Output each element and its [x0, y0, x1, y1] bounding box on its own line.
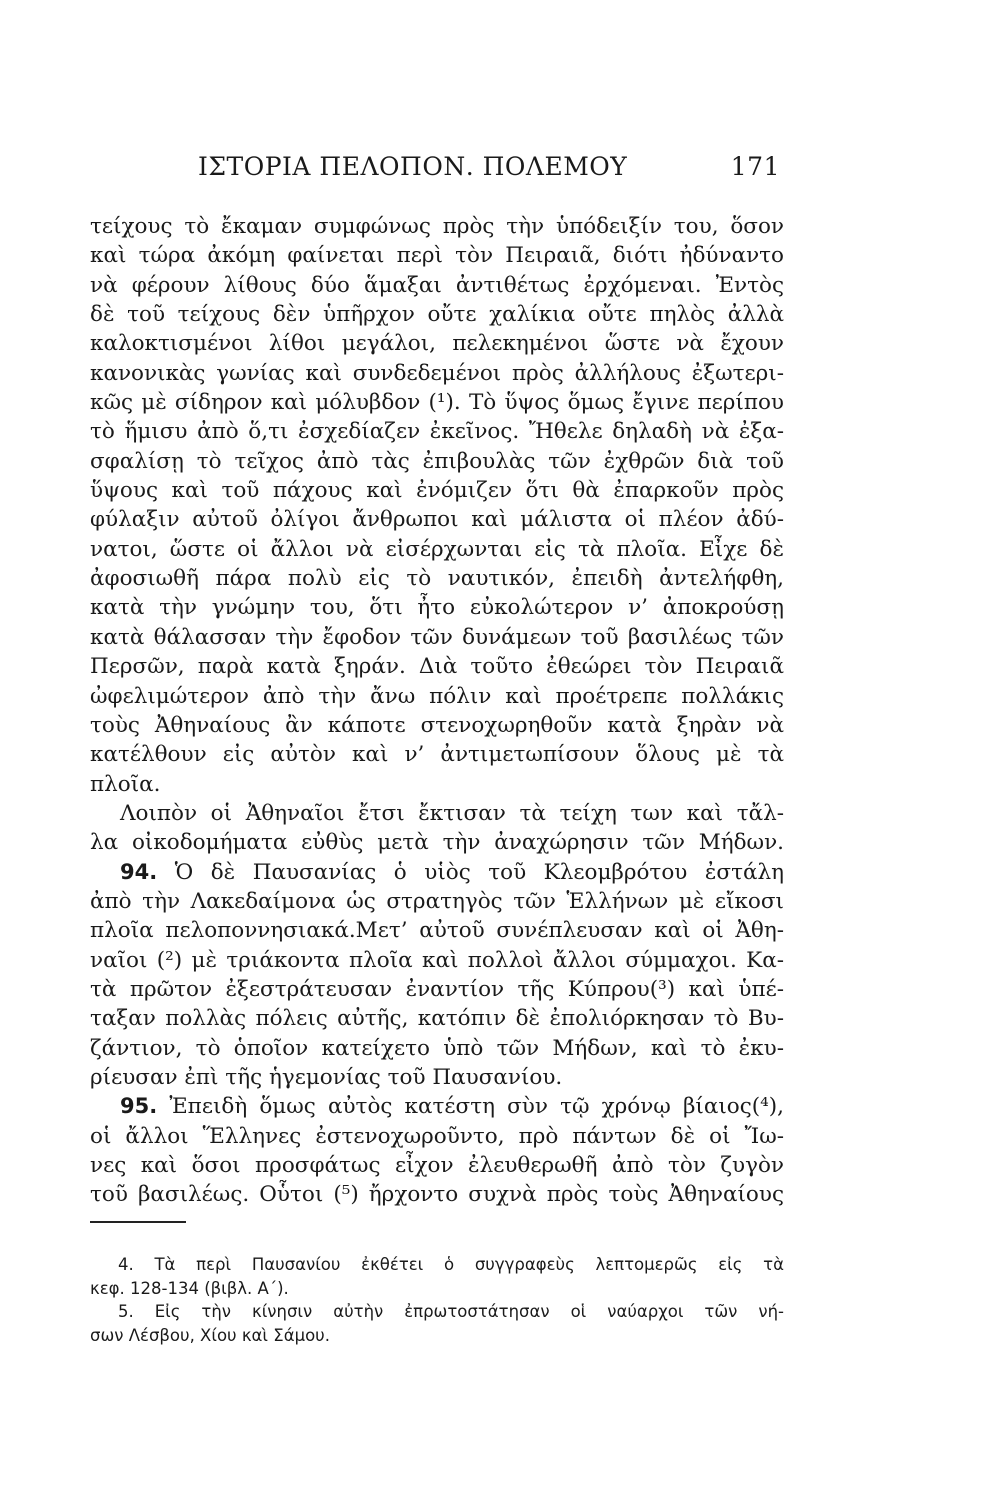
footnote-line: σων Λέσβου, Χίου καὶ Σάμου. — [90, 1325, 330, 1345]
text-line: πλοῖα. — [90, 771, 161, 797]
text-line: κατέλθουν εἰς αὐτὸν καὶ ν’ ἀντιμετωπίσουν ὅλους μὲ τὰ — [90, 742, 784, 768]
text-line: Περσῶν, παρὰ κατὰ ξηράν. Διὰ τοῦτο ἐθεώρει τὸν Πειραιᾶ — [90, 654, 784, 680]
text-line: κατὰ θάλασσαν τὴν ἔφοδον τῶν δυνάμεων τοῦ βασιλέως τῶν — [90, 624, 784, 650]
section-number-94: 94. — [120, 859, 158, 884]
paragraph-start: Λοιπὸν οἱ Ἀθηναῖοι ἔτσι ἔκτισαν τὰ τείχη των καὶ τἄλ- — [120, 800, 784, 826]
text-line: ταξαν πολλὰς πόλεις αὐτῆς, κατόπιν δὲ ἐπολιόρκησαν τὸ Βυ- — [90, 1006, 784, 1032]
text-line: τοὺς Ἀθηναίους ἂν κάποτε στενοχωρηθοῦν κατὰ ξηρὰν νὰ — [90, 712, 784, 738]
text-line: ὠφελιμώτερον ἀπὸ τὴν ἄνω πόλιν καὶ προέτρεπε πολλάκις — [90, 683, 784, 709]
section-number-95: 95. — [120, 1094, 158, 1119]
text-line: λα οἰκοδομήματα εὐθὺς μετὰ τὴν ἀναχώρησιν τῶν Μήδων. — [90, 830, 784, 856]
page-number: 171 — [730, 152, 780, 181]
footnote-line: 5. Εἰς τὴν κίνησιν αὐτὴν ἐπρωτοστάτησαν οἱ ναύαρχοι τῶν νή- — [118, 1302, 784, 1321]
text-line: οἱ ἄλλοι Ἕλληνες ἐστενοχωροῦντο, πρὸ πάντων δὲ οἱ Ἴω- — [90, 1123, 784, 1149]
footnote-line: 4. Τὰ περὶ Παυσανίου ἐκθέτει ὁ συγγραφεὺς λεπτομερῶς εἰς τὰ — [118, 1255, 784, 1274]
text-line: Ἐπειδὴ ὅμως αὐτὸς κατέστη σὺν τῷ χρόνῳ βίαιος(⁴), — [169, 1094, 784, 1120]
text-line: τοῦ βασιλέως. Οὗτοι (⁵) ἤρχοντο συχνὰ πρὸς τοὺς Ἀθηναίους — [90, 1182, 784, 1208]
text-line: νατοι, ὥστε οἱ ἄλλοι νὰ εἰσέρχωνται εἰς τὰ πλοῖα. Εἶχε δὲ — [90, 536, 784, 562]
running-title: ΙΣΤΟΡΙΑ ΠΕΛΟΠΟΝ. ΠΟΛΕΜΟΥ — [198, 152, 628, 181]
text-line: τείχους τὸ ἔκαμαν συμφώνως πρὸς τὴν ὑπόδειξίν του, ὅσον — [90, 214, 784, 239]
text-line: κατὰ τὴν γνώμην του, ὅτι ἦτο εὐκολώτερον ν’ ἀποκρούσῃ — [90, 595, 784, 621]
text-line: ἀπὸ τὴν Λακεδαίμονα ὡς στρατηγὸς τῶν Ἑλλήνων μὲ εἴκοσι — [90, 888, 784, 914]
text-line: κῶς μὲ σίδηρον καὶ μόλυβδον (¹). Τὸ ὕψος ὅμως ἔγινε περίπου — [90, 390, 784, 416]
text-line: τὸ ἥμισυ ἀπὸ ὅ,τι ἐσχεδίαζεν ἐκεῖνος. Ἤθελε δηλαδὴ νὰ ἐξα- — [90, 419, 784, 445]
text-line: δὲ τοῦ τείχους δὲν ὑπῆρχον οὔτε χαλίκια οὔτε πηλὸς ἀλλὰ — [90, 302, 784, 328]
text-line: τὰ πρῶτον ἐξεστράτευσαν ἐναντίον τῆς Κύπρου(³) καὶ ὑπέ- — [90, 976, 784, 1002]
footnote-line: κεφ. 128-134 (βιβλ. Α΄). — [90, 1278, 289, 1298]
text-line: ὕψους καὶ τοῦ πάχους καὶ ἐνόμιζεν ὅτι θὰ ἐπαρκοῦν πρὸς — [90, 478, 784, 504]
running-header — [198, 152, 780, 186]
text-line: Ὁ δὲ Παυσανίας ὁ υἱὸς τοῦ Κλεομβρότου ἐστάλη — [174, 859, 784, 885]
text-line: νὰ φέρουν λίθους δύο ἅμαξαι ἀντιθέτως ἐρχόμεναι. Ἐντὸς — [90, 272, 784, 298]
text-line: πλοῖα πελοποννησιακά.Μετ’ αὐτοῦ συνέπλευσαν καὶ οἱ Ἀθη- — [90, 918, 784, 944]
footnotes — [90, 1253, 784, 1347]
text-line: ρίευσαν ἐπὶ τῆς ἡγεμονίας τοῦ Παυσανίου. — [90, 1064, 563, 1090]
text-line: σφαλίσῃ τὸ τεῖχος ἀπὸ τὰς ἐπιβουλὰς τῶν ἐχθρῶν διὰ τοῦ — [90, 448, 784, 474]
text-line: ἀφοσιωθῆ πάρα πολὺ εἰς τὸ ναυτικόν, ἐπειδὴ ἀντελήφθη, — [90, 566, 784, 592]
text-line: νες καὶ ὅσοι προσφάτως εἶχον ἐλευθερωθῆ ἀπὸ τὸν ζυγὸν — [90, 1153, 784, 1178]
main-text — [90, 212, 784, 1210]
text-line: κανονικὰς γωνίας καὶ συνδεδεμένοι πρὸς ἀλλήλους ἐξωτερι- — [90, 360, 784, 386]
section-94-start — [90, 858, 784, 887]
text-line: καλοκτισμένοι λίθοι μεγάλοι, πελεκημένοι ὥστε νὰ ἔχουν — [90, 331, 784, 357]
text-line: καὶ τώρα ἀκόμη φαίνεται περὶ τὸν Πειραιᾶ, διότι ἠδύναντο — [90, 243, 784, 269]
text-line: ναῖοι (²) μὲ τριάκοντα πλοῖα καὶ πολλοὶ ἄλλοι σύμμαχοι. Κα- — [90, 947, 784, 973]
text-line: ζάντιον, τὸ ὁποῖον κατείχετο ὑπὸ τῶν Μήδων, καὶ τὸ ἐκυ- — [90, 1035, 784, 1061]
section-95-start — [90, 1092, 784, 1121]
text-line: φύλαξιν αὐτοῦ ὀλίγοι ἄνθρωποι καὶ μάλιστα οἱ πλέον ἀδύ- — [90, 507, 784, 533]
footnote-separator — [90, 1221, 186, 1223]
